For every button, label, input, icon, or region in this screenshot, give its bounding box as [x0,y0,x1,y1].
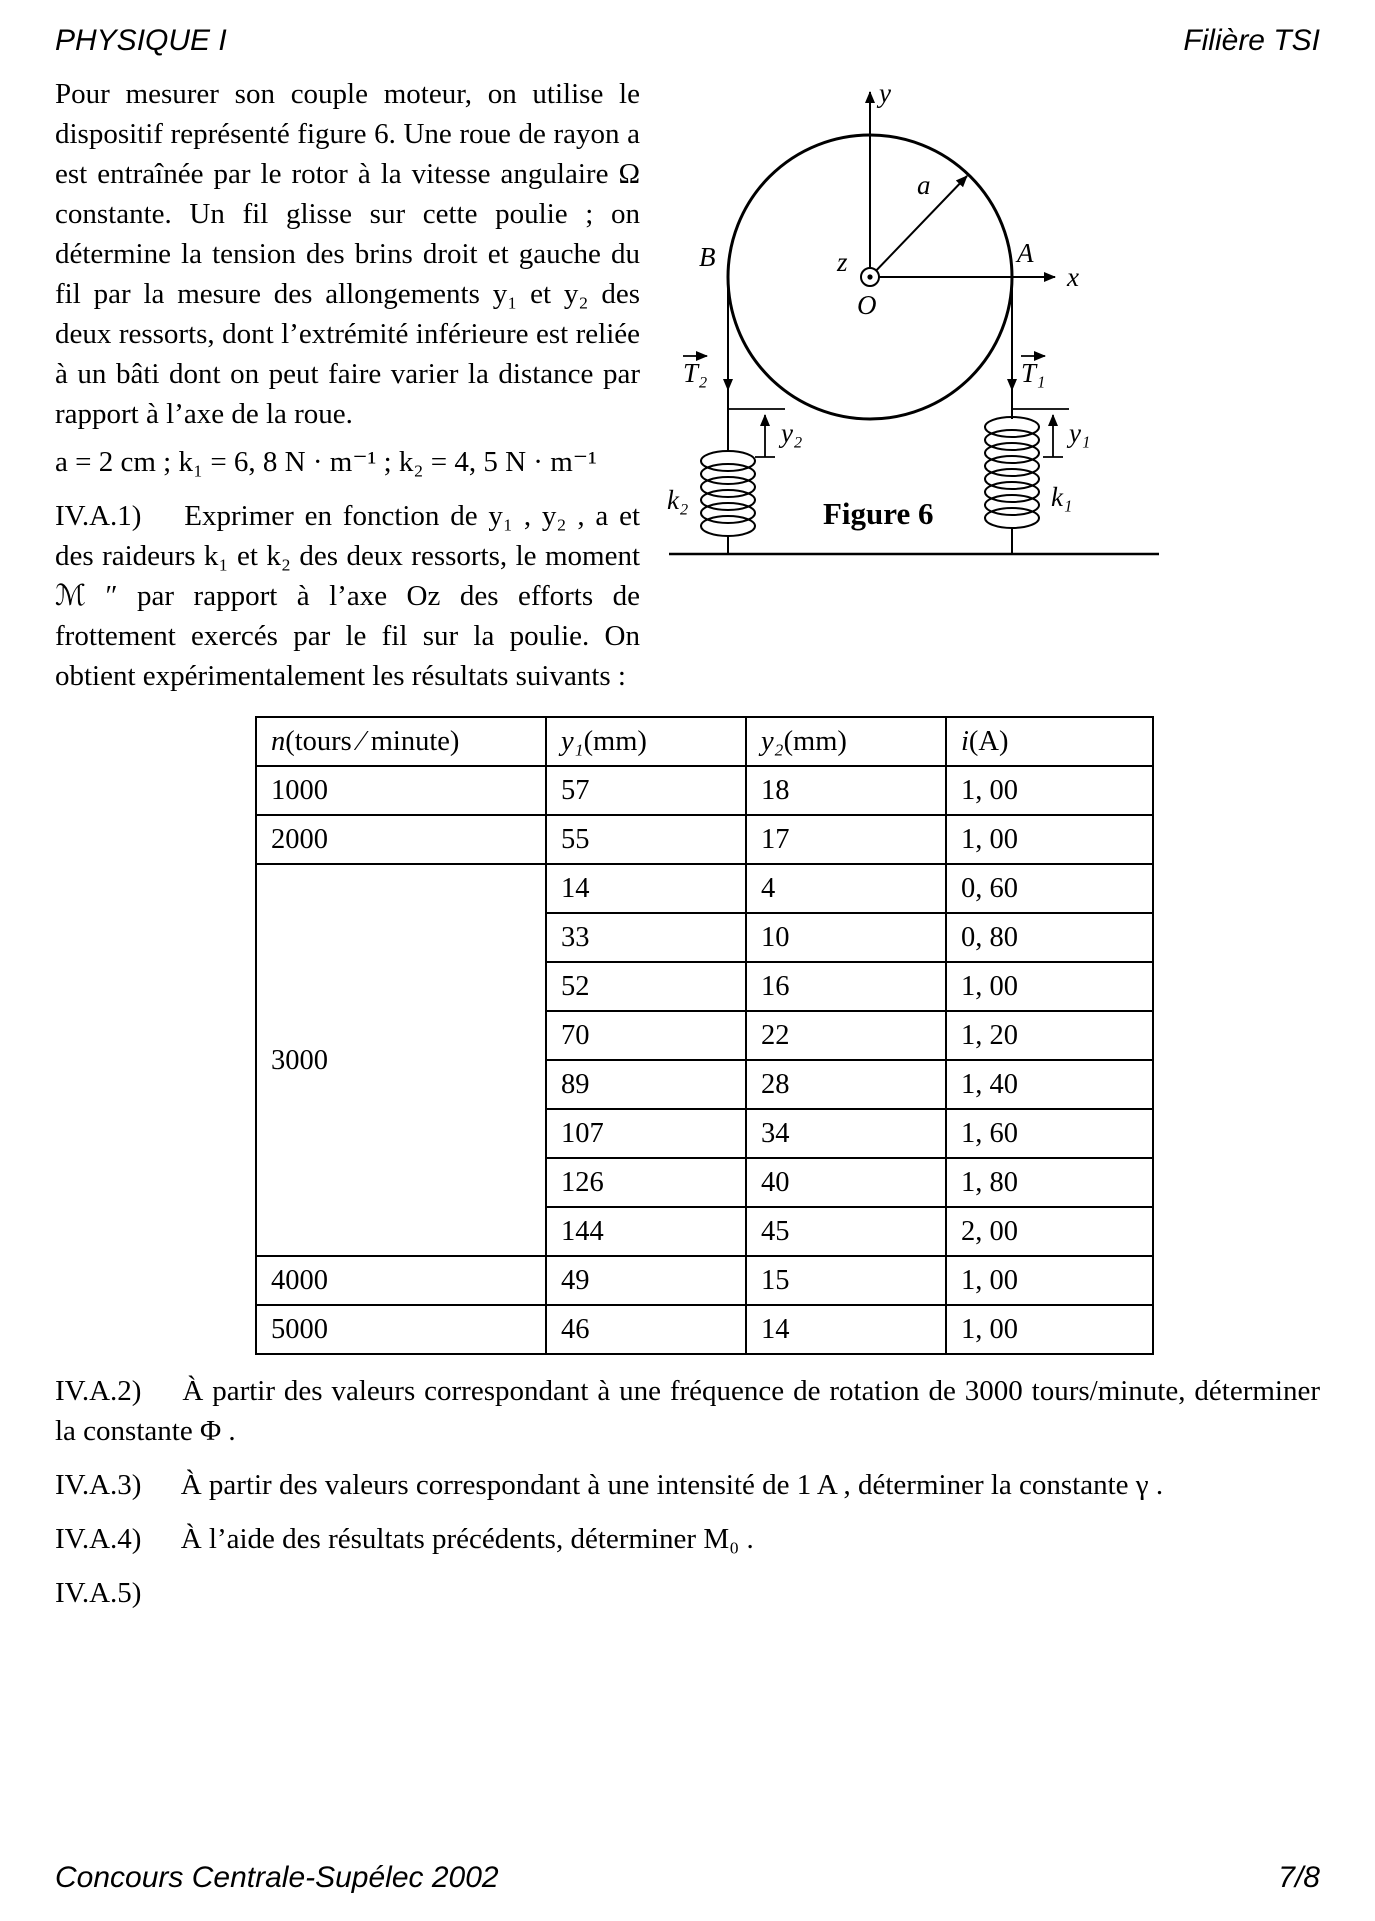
header-unit: (mm) [783,726,847,758]
table-row: 1000 57 18 1, 00 [256,766,1153,815]
label-x-axis: x [1067,262,1079,292]
figure-caption: Figure 6 [823,496,934,531]
label-origin: O [857,290,877,320]
spring-k2 [701,451,755,554]
table-row: 2000 55 17 1, 00 [256,815,1153,864]
header-unit: (mm) [583,726,647,758]
question-iva4 [55,1519,1320,1559]
question-label: IV.A.4) [55,1523,142,1556]
label-z-axis: z [837,247,848,277]
label-tension-t1: T₁ [1021,358,1046,388]
table-row: 33 10 0, 80 [256,913,1153,962]
col-header-n [256,717,546,766]
z-axis-dot [867,274,872,279]
table-row: 144 45 2, 00 [256,1207,1153,1256]
header-var: y₁ [561,726,584,758]
table-row: 4000 49 15 1, 00 [256,1256,1153,1305]
question-text: À partir des valeurs correspondant à une fréquence de rotation de 3000 tours/minute, déterminer la constante Φ . [55,1375,1320,1448]
header-var: i [961,726,969,758]
question-iva5 [55,1573,1320,1613]
col-header-i [946,717,1153,766]
pulley-spring-diagram [665,74,1165,609]
footer-exam-name: Concours Centrale-Supélec 2002 [55,1861,499,1894]
question-text: À partir des valeurs correspondant à une intensité de 1 A , déterminer la constante γ . [180,1469,1164,1502]
table-row: 5000 46 14 1, 00 [256,1305,1153,1354]
header-unit: (A) [968,726,1009,758]
label-point-A: A [1017,238,1034,268]
question-label: IV.A.3) [55,1469,142,1502]
table-row: 3000 14 4 0, 60 [256,864,1153,913]
label-point-B: B [699,242,716,272]
table-row: 70 22 1, 20 [256,1011,1153,1060]
table-row: 52 16 1, 00 [256,962,1153,1011]
col-header-y1 [546,717,746,766]
page-body [55,74,1320,1613]
table-row: 126 40 1, 80 [256,1158,1153,1207]
label-y1: y₁ [1069,418,1091,448]
label-y-axis: y [879,78,891,108]
question-iva3 [55,1465,1320,1505]
table-header-row [256,717,1153,766]
question-iva2 [55,1371,1320,1451]
question-label: IV.A.2) [55,1375,142,1408]
table-row: 107 34 1, 60 [256,1109,1153,1158]
y2-dimension [728,409,785,457]
figure-6 [640,74,1320,614]
question-text: À l’aide des résultats précédents, déterminer M₀ . [180,1523,754,1556]
results-table [255,716,1154,1355]
table-row: 89 28 1, 40 [256,1060,1153,1109]
page-header [55,24,1320,58]
question-label: IV.A.5) [55,1577,142,1610]
label-radius: a [917,170,931,200]
footer-page-number: 7/8 [1278,1861,1320,1894]
label-k1: k₁ [1051,482,1073,512]
label-tension-t2: T₂ [683,358,708,388]
header-var: y₂ [761,726,784,758]
label-k2: k₂ [667,485,689,515]
label-y2: y₂ [781,418,803,448]
question-label: IV.A.1) [55,500,142,533]
col-header-y2 [746,717,946,766]
page-footer [55,1861,1320,1895]
header-track: Filière TSI [1183,24,1320,57]
header-subject: PHYSIQUE I [55,24,227,57]
spring-k1 [985,417,1039,554]
intro-paragraph: Pour mesurer son couple moteur, on utilise le dispositif représenté figure 6. Une roue de rayon a est entraînée par le rotor à la vitesse angulaire Ω constante. Un fil glisse sur cette poulie ; on détermine la tension des brins droit et gauche du fil par la mesure des allongements y₁ et y₂ des deux ressorts, dont l’extrémité inférieure est reliée à un bâti dont on peut faire varier la distance par rapport à l’axe de la roue. [55,78,640,431]
header-var: n [271,726,286,758]
parameters-line: a = 2 cm ; k₁ = 6, 8 N · m⁻¹ ; k₂ = 4, 5 N · m⁻¹ [55,446,597,479]
header-unit: (tours ⁄ minute) [285,726,460,758]
question-text: Exprimer en fonction de y₁ , y₂ , a et des raideurs k₁ et k₂ des deux ressorts, le moment ℳ ″ par rapport à l’axe Oz des efforts de frottement exercés par le fil sur la poulie. On obtient expérimentalement les résultats suivants : [55,500,641,693]
